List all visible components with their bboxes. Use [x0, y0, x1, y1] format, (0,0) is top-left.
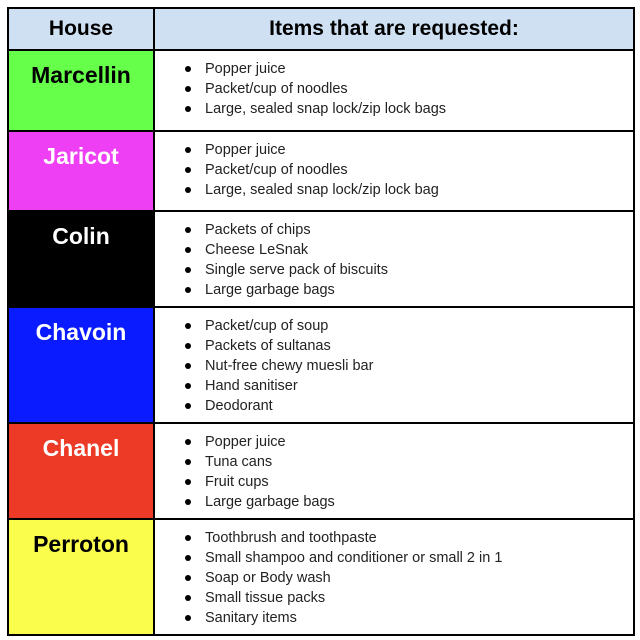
list-item	[205, 472, 633, 492]
house-row	[8, 50, 634, 131]
item-text: Packets of sultanas	[205, 338, 331, 354]
house-row	[8, 519, 634, 635]
bullet-icon	[185, 403, 191, 409]
house-row	[8, 211, 634, 307]
bullet-icon	[185, 439, 191, 445]
bullet-icon	[185, 187, 191, 193]
requested-items-table-container	[7, 7, 633, 632]
bullet-icon	[185, 267, 191, 273]
bullet-icon	[185, 575, 191, 581]
item-text: Packet/cup of noodles	[205, 81, 348, 97]
items-cell	[154, 519, 634, 635]
item-text: Hand sanitiser	[205, 378, 298, 394]
item-text: Cheese LeSnak	[205, 242, 309, 258]
items-list	[155, 308, 633, 422]
bullet-icon	[185, 615, 191, 621]
item-text: Large garbage bags	[205, 282, 335, 298]
list-item	[205, 396, 633, 416]
list-item	[205, 548, 633, 568]
bullet-icon	[185, 86, 191, 92]
item-text: Popper juice	[205, 142, 286, 158]
list-item	[205, 356, 633, 376]
item-text: Deodorant	[205, 398, 273, 414]
item-text: Packet/cup of noodles	[205, 162, 348, 178]
items-cell	[154, 50, 634, 131]
bullet-icon	[185, 147, 191, 153]
items-cell	[154, 131, 634, 211]
house-name-cell	[8, 519, 154, 635]
house-name-cell	[8, 131, 154, 211]
bullet-icon	[185, 287, 191, 293]
item-text: Soap or Body wash	[205, 570, 331, 586]
house-row	[8, 131, 634, 211]
item-text: Small shampoo and conditioner or small 2 in 1	[205, 550, 503, 566]
list-item	[205, 336, 633, 356]
bullet-icon	[185, 323, 191, 329]
bullet-icon	[185, 167, 191, 173]
bullet-icon	[185, 66, 191, 72]
list-item	[205, 452, 633, 472]
house-name: Colin	[52, 223, 110, 249]
item-text: Packet/cup of soup	[205, 318, 329, 334]
item-text: Small tissue packs	[205, 590, 326, 606]
list-item	[205, 260, 633, 280]
bullet-icon	[185, 595, 191, 601]
bullet-icon	[185, 535, 191, 541]
bullet-icon	[185, 479, 191, 485]
item-text: Large garbage bags	[205, 494, 335, 510]
list-item	[205, 608, 633, 628]
items-list	[155, 520, 633, 634]
list-item	[205, 432, 633, 452]
house-name-cell	[8, 307, 154, 423]
header-items: Items that are requested:	[154, 8, 634, 50]
bullet-icon	[185, 227, 191, 233]
item-text: Packets of chips	[205, 222, 311, 238]
bullet-icon	[185, 383, 191, 389]
items-list	[155, 212, 633, 306]
list-item	[205, 568, 633, 588]
requested-items-table	[7, 7, 635, 636]
house-name: Jaricot	[43, 143, 119, 169]
bullet-icon	[185, 555, 191, 561]
bullet-icon	[185, 459, 191, 465]
bullet-icon	[185, 343, 191, 349]
item-text: Toothbrush and toothpaste	[205, 530, 377, 546]
house-name: Perroton	[33, 531, 129, 557]
list-item	[205, 180, 633, 200]
bullet-icon	[185, 106, 191, 112]
item-text: Sanitary items	[205, 610, 297, 626]
items-list	[155, 51, 633, 125]
list-item	[205, 588, 633, 608]
header-house: House	[8, 8, 154, 50]
house-name: Chanel	[42, 435, 120, 461]
list-item	[205, 220, 633, 240]
item-text: Popper juice	[205, 61, 286, 77]
item-text: Tuna cans	[205, 454, 273, 470]
item-text: Popper juice	[205, 434, 286, 450]
bullet-icon	[185, 499, 191, 505]
list-item	[205, 59, 633, 79]
header-row	[8, 8, 634, 50]
item-text: Large, sealed snap lock/zip lock bag	[205, 182, 439, 198]
list-item	[205, 160, 633, 180]
bullet-icon	[185, 247, 191, 253]
house-row	[8, 423, 634, 519]
items-cell	[154, 211, 634, 307]
items-list	[155, 132, 633, 206]
house-name-cell	[8, 211, 154, 307]
list-item	[205, 79, 633, 99]
list-item	[205, 528, 633, 548]
items-list	[155, 424, 633, 518]
list-item	[205, 316, 633, 336]
item-text: Fruit cups	[205, 474, 269, 490]
house-name-cell	[8, 50, 154, 131]
items-cell	[154, 423, 634, 519]
item-text: Single serve pack of biscuits	[205, 262, 388, 278]
house-name-cell	[8, 423, 154, 519]
item-text: Nut-free chewy muesli bar	[205, 358, 374, 374]
list-item	[205, 280, 633, 300]
bullet-icon	[185, 363, 191, 369]
list-item	[205, 376, 633, 396]
list-item	[205, 140, 633, 160]
house-row	[8, 307, 634, 423]
list-item	[205, 240, 633, 260]
house-name: Marcellin	[31, 62, 131, 88]
item-text: Large, sealed snap lock/zip lock bags	[205, 101, 447, 117]
list-item	[205, 492, 633, 512]
items-cell	[154, 307, 634, 423]
house-name: Chavoin	[35, 319, 127, 345]
list-item	[205, 99, 633, 119]
